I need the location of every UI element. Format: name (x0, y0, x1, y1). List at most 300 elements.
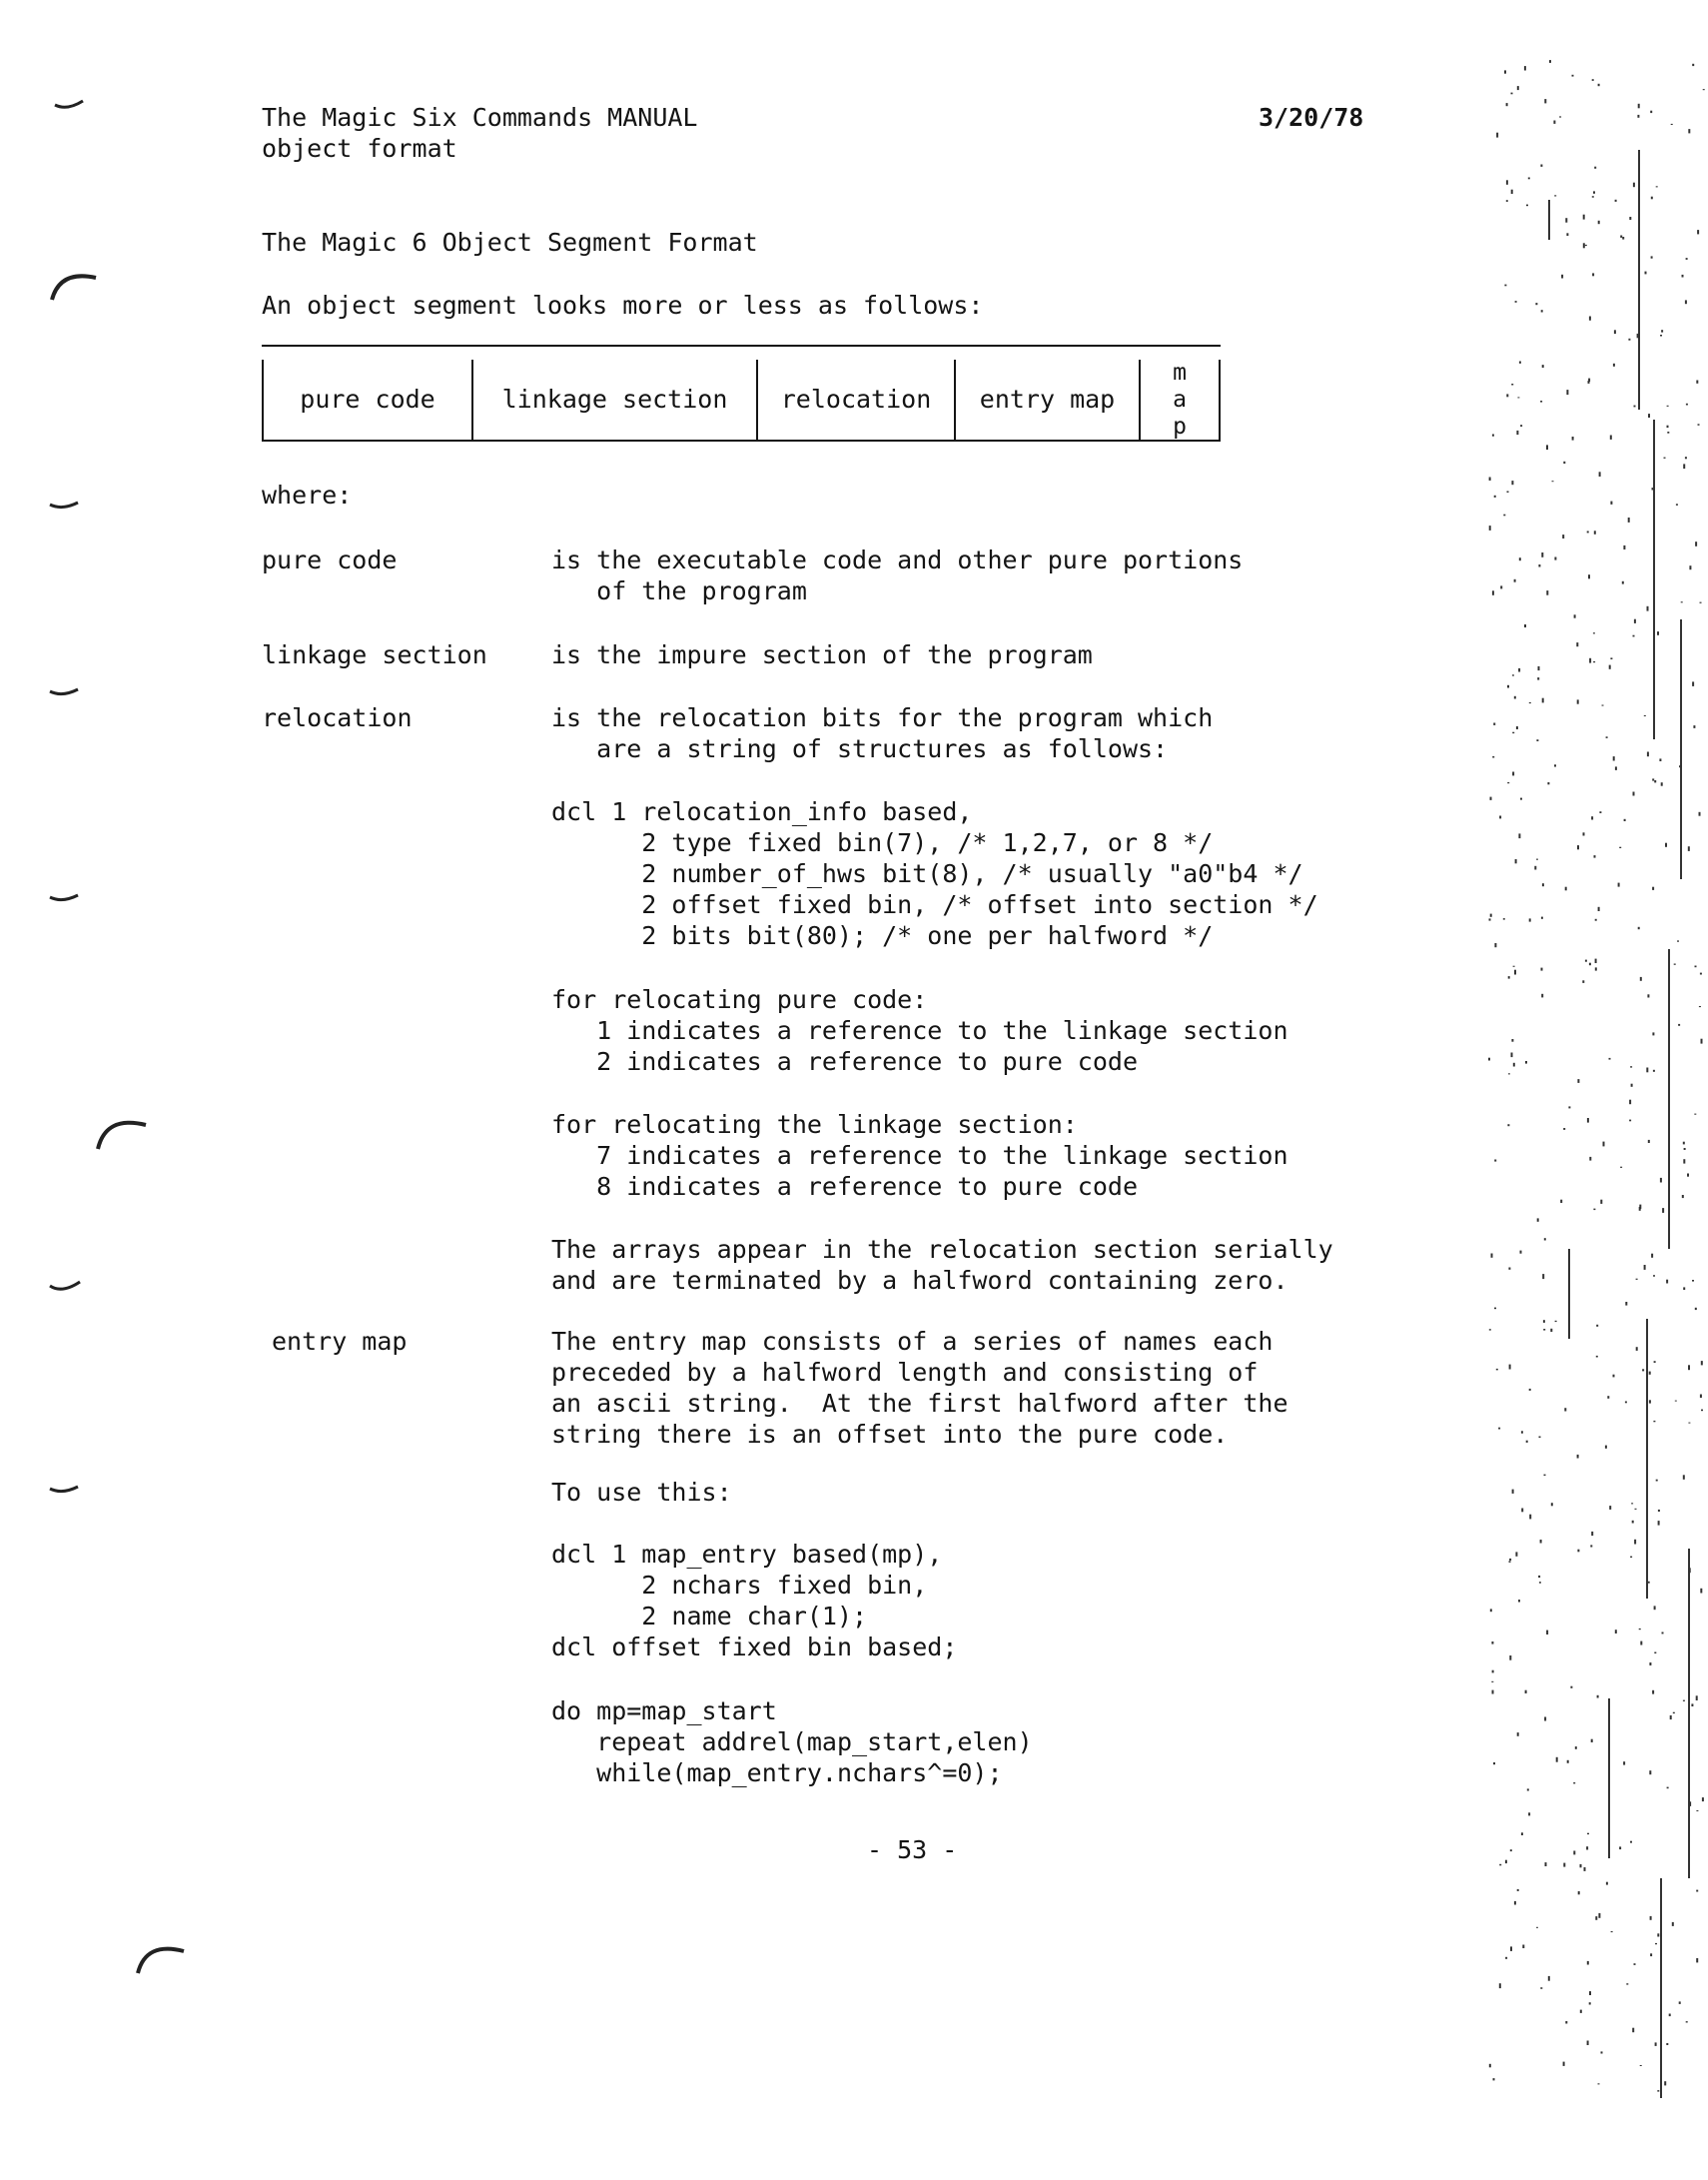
map-entry-code (551, 1539, 957, 1662)
noise-dot (1678, 1024, 1680, 1026)
segment-label: entry map (979, 385, 1116, 414)
noise-dot (1667, 426, 1669, 428)
noise-dot (1493, 723, 1495, 725)
text-line: for relocating the linkage section: (551, 1110, 1078, 1139)
noise-dot (1619, 1846, 1621, 1849)
noise-dot (1552, 481, 1554, 482)
noise-dot (1585, 960, 1587, 962)
code-line: while(map_entry.nchars^=0); (551, 1758, 1003, 1787)
segment-pure-code (262, 360, 471, 442)
noise-dot (1649, 1662, 1651, 1665)
noise-dot (1696, 381, 1698, 384)
noise-dot (1661, 330, 1663, 332)
noise-dot (1510, 1849, 1512, 1851)
noise-dot (1636, 1279, 1638, 1280)
scan-mark (98, 1123, 146, 1149)
noise-dot (1489, 2064, 1491, 2068)
noise-dot (1629, 217, 1631, 220)
text-line: for relocating pure code: (551, 985, 928, 1014)
noise-dot (1580, 1864, 1582, 1867)
noise-dot (1507, 492, 1509, 494)
scan-mark (55, 101, 83, 107)
noise-dot (1538, 1576, 1540, 1578)
noise-dot (1652, 1032, 1654, 1035)
noise-dot (1541, 994, 1543, 998)
noise-dot (1589, 963, 1591, 966)
noise-dot (1615, 200, 1617, 202)
noise-dot (1692, 1280, 1694, 1282)
noise-dot (1503, 918, 1505, 920)
noise-dot (1498, 1428, 1500, 1430)
noise-dot (1653, 1275, 1655, 1277)
noise-dot (1640, 977, 1642, 981)
arrays-note (551, 1234, 1333, 1296)
term-linkage-section: linkage section (262, 640, 487, 669)
noise-dot (1594, 855, 1596, 858)
segment-map (1139, 360, 1221, 442)
noise-dot (1596, 1356, 1598, 1358)
noise-dot (1602, 705, 1604, 706)
noise-dot (1683, 1287, 1685, 1290)
noise-dot (1598, 907, 1600, 911)
noise-dots (1488, 60, 1705, 2098)
noise-dot (1659, 758, 1661, 761)
noise-dot (1601, 2051, 1603, 2053)
noise-dot (1650, 1953, 1652, 1956)
binder-marks (0, 0, 200, 2180)
noise-dot (1514, 696, 1516, 699)
noise-dot (1606, 1882, 1608, 1885)
noise-dot (1610, 436, 1612, 440)
noise-dot (1488, 1058, 1490, 1061)
noise-dot (1573, 1782, 1575, 1783)
noise-dot (1546, 445, 1548, 450)
noise-dot (1576, 642, 1578, 646)
noise-dot (1677, 940, 1679, 941)
noise-dot (1631, 1503, 1633, 1504)
noise-dot (1516, 726, 1518, 729)
code-line: 2 name char(1); (551, 1602, 868, 1631)
noise-dot (1592, 79, 1594, 81)
noise-dot (1521, 1431, 1523, 1433)
noise-dot (1591, 1739, 1593, 1742)
to-use-label: To use this: (551, 1478, 732, 1507)
noise-dot (1644, 1265, 1646, 1270)
noise-dot (1517, 86, 1519, 90)
noise-dot (1520, 798, 1522, 800)
noise-dot (1529, 1515, 1531, 1520)
noise-dot (1529, 1389, 1531, 1391)
noise-dot (1647, 606, 1649, 611)
noise-dot (1648, 1140, 1650, 1143)
noise-dot (1691, 1703, 1693, 1706)
noise-dot (1682, 275, 1684, 278)
noise-dot (1526, 205, 1528, 207)
code-line: repeat addrel(map_start,elen) (551, 1727, 1033, 1756)
noise-dot (1512, 674, 1514, 675)
loop-code (551, 1695, 1033, 1788)
noise-dot (1654, 1361, 1656, 1363)
noise-dot (1565, 887, 1567, 891)
noise-dot (1509, 1365, 1511, 1370)
noise-dot (1499, 1864, 1501, 1866)
noise-dot (1511, 93, 1513, 95)
noise-dot (1524, 66, 1526, 70)
noise-dot (1645, 272, 1647, 275)
noise-dot (1551, 1503, 1553, 1506)
noise-dot (1686, 2021, 1688, 2022)
map-letter: a (1173, 387, 1187, 413)
noise-dot (1684, 1148, 1686, 1150)
noise-dot (1654, 1652, 1656, 1654)
noise-dot (1647, 994, 1649, 997)
noise-dot (1637, 115, 1639, 118)
definition-entry-map (551, 1326, 1288, 1450)
noise-dot (1594, 531, 1596, 535)
noise-dot (1634, 1540, 1636, 1545)
noise-dot (1593, 661, 1595, 662)
noise-dot (1507, 1124, 1509, 1126)
definition-line: of the program (551, 576, 807, 605)
noise-dot (1618, 883, 1620, 887)
noise-dot (1573, 1851, 1575, 1855)
noise-dot (1494, 1160, 1496, 1162)
noise-dot (1593, 1209, 1595, 1211)
noise-dot (1583, 215, 1585, 220)
noise-dot (1587, 532, 1589, 534)
code-line: dcl 1 map_entry based(mp), (551, 1540, 943, 1569)
noise-dot (1535, 303, 1537, 305)
code-line: 2 bits bit(80); /* one per halfword */ (551, 921, 1214, 950)
noise-dot (1657, 2090, 1659, 2092)
noise-dot (1542, 883, 1544, 886)
noise-dot (1509, 1561, 1511, 1563)
noise-dot (1700, 1395, 1702, 1399)
noise-dot (1554, 764, 1556, 766)
noise-dot (1511, 190, 1513, 194)
noise-dot (1493, 1762, 1495, 1764)
noise-dot (1554, 195, 1556, 196)
noise-dot (1657, 631, 1659, 635)
noise-dot (1699, 812, 1701, 816)
noise-dot (1577, 1550, 1579, 1553)
noise-dot (1613, 364, 1615, 367)
noise-dot (1522, 1945, 1524, 1949)
noise-dot (1494, 496, 1496, 498)
header-date: 3/20/78 (1259, 103, 1364, 132)
noise-dot (1536, 1927, 1538, 1928)
noise-dot (1587, 1961, 1589, 1965)
noise-dot (1494, 1308, 1496, 1310)
code-line: do mp=map_start (551, 1696, 777, 1725)
noise-dot (1696, 1958, 1698, 1962)
noise-dot (1565, 2021, 1567, 2024)
noise-dot (1506, 180, 1508, 185)
noise-dot (1518, 833, 1520, 838)
noise-dot (1506, 200, 1508, 202)
scan-mark (50, 1487, 78, 1492)
noise-dot (1609, 1506, 1611, 1510)
definition-relocation (551, 702, 1213, 764)
noise-dot (1489, 526, 1491, 531)
noise-dot (1514, 579, 1516, 582)
noise-dot (1577, 1079, 1579, 1083)
noise-dot (1594, 167, 1596, 169)
noise-dot (1582, 980, 1584, 983)
noise-dot (1644, 715, 1646, 716)
noise-dot (1697, 230, 1699, 234)
noise-dot (1507, 685, 1509, 688)
scan-mark (50, 503, 78, 508)
noise-dot (1580, 2010, 1582, 2013)
noise-dot (1563, 1128, 1565, 1130)
noise-dot (1542, 365, 1544, 368)
noise-dot (1656, 1480, 1658, 1482)
noise-dot (1634, 406, 1636, 408)
noise-dot (1667, 406, 1669, 407)
noise-dot (1636, 1347, 1638, 1351)
noise-dot (1529, 918, 1531, 921)
where-label: where: (262, 481, 353, 510)
noise-dot (1504, 285, 1506, 287)
noise-dot (1595, 919, 1597, 921)
noise-dot (1676, 504, 1678, 506)
noise-dot (1537, 1218, 1539, 1221)
noise-dot (1512, 772, 1514, 776)
noise-dot (1688, 846, 1690, 851)
relocation-struct-code (551, 796, 1318, 951)
noise-dot (1648, 1582, 1650, 1584)
noise-dot (1516, 431, 1518, 435)
noise-dot (1496, 133, 1498, 138)
scan-mark (50, 689, 78, 694)
noise-dot (1648, 414, 1650, 418)
noise-dot (1541, 917, 1543, 919)
noise-dot (1679, 765, 1681, 767)
noise-dot (1611, 1931, 1613, 1932)
noise-dot (1634, 619, 1636, 623)
noise-dot (1554, 557, 1556, 560)
noise-dot (1556, 1757, 1558, 1762)
noise-dot (1575, 1746, 1577, 1749)
noise-dot (1610, 657, 1612, 659)
segment-label: relocation (780, 385, 932, 414)
noise-dot (1696, 1810, 1698, 1811)
noise-dot (1505, 1957, 1507, 1959)
noise-dot (1492, 590, 1494, 595)
noise-dot (1592, 273, 1594, 276)
scan-mark (50, 895, 78, 900)
noise-dot (1657, 1933, 1659, 1936)
noise-dot (1637, 334, 1639, 338)
noise-dot (1561, 275, 1563, 279)
noise-dot (1632, 2028, 1634, 2033)
noise-dot (1632, 1521, 1634, 1524)
noise-dot (1622, 581, 1624, 584)
noise-dot (1538, 666, 1540, 670)
noise-dot (1542, 1274, 1544, 1279)
segment-relocation (756, 360, 954, 442)
scan-mark (50, 1282, 80, 1289)
code-line: dcl 1 relocation_info based, (551, 797, 973, 826)
noise-dot (1693, 725, 1695, 728)
noise-dot (1662, 1208, 1664, 1213)
noise-dot (1699, 1006, 1701, 1007)
noise-dot (1520, 425, 1522, 427)
noise-dot (1518, 668, 1520, 672)
noise-dot (1630, 1841, 1632, 1843)
noise-dot (1563, 462, 1565, 464)
noise-dot (1489, 1329, 1491, 1330)
noise-dot (1493, 2078, 1495, 2080)
noise-dot (1682, 1195, 1684, 1198)
noise-dot (1589, 1157, 1591, 1161)
noise-dot (1492, 1670, 1494, 1673)
noise-dot (1508, 976, 1510, 979)
noise-dot (1660, 1178, 1662, 1183)
definition-line: is the relocation bits for the program which (551, 703, 1214, 732)
code-line: dcl offset fixed bin based; (551, 1633, 958, 1661)
text-line: 1 indicates a reference to the linkage section (551, 1016, 1288, 1045)
noise-dot (1519, 362, 1521, 364)
noise-dot (1664, 458, 1666, 459)
noise-dot (1562, 535, 1564, 539)
noise-dot (1686, 404, 1688, 406)
noise-dot (1701, 1361, 1703, 1365)
noise-dot (1654, 1606, 1656, 1610)
noise-dot (1536, 859, 1538, 860)
noise-dot (1688, 1365, 1690, 1370)
noise-dot (1578, 1891, 1580, 1894)
noise-dot (1544, 1717, 1546, 1721)
noise-dot (1623, 545, 1625, 549)
noise-dot (1651, 1254, 1653, 1258)
noise-dot (1700, 602, 1702, 603)
noise-dot (1534, 866, 1536, 870)
noise-dot (1490, 1609, 1492, 1612)
noise-dot (1630, 1557, 1632, 1558)
noise-dot (1542, 698, 1544, 703)
noise-dot (1591, 816, 1593, 819)
definition-line: preceded by a halfword length and consisting of (551, 1358, 1259, 1387)
noise-dot (1513, 966, 1515, 967)
noise-dot (1521, 1832, 1523, 1835)
noise-dot (1675, 1401, 1677, 1402)
code-line: 2 offset fixed bin, /* offset into section */ (551, 890, 1318, 919)
noise-dot (1695, 542, 1697, 546)
noise-dot (1595, 967, 1597, 970)
noise-dot (1631, 1084, 1633, 1087)
noise-dot (1564, 1408, 1566, 1411)
noise-dot (1673, 1712, 1675, 1713)
noise-dot (1590, 1545, 1592, 1547)
noise-dot (1598, 221, 1600, 224)
noise-dot (1638, 104, 1640, 109)
noise-dot (1593, 632, 1595, 633)
noise-dot (1689, 1568, 1691, 1573)
noise-dot (1615, 1630, 1617, 1634)
noise-dot (1503, 515, 1505, 517)
noise-dot (1572, 75, 1574, 77)
noise-dot (1669, 2014, 1671, 2017)
noise-dot (1505, 1860, 1507, 1863)
noise-dot (1539, 1437, 1541, 1439)
noise-dot (1633, 635, 1635, 637)
noise-dot (1577, 699, 1579, 703)
noise-dot (1570, 1686, 1572, 1688)
noise-dot (1620, 1167, 1622, 1168)
noise-dot (1509, 1655, 1511, 1660)
noise-dot (1524, 624, 1526, 627)
noise-dot (1635, 1509, 1637, 1510)
noise-dot (1528, 178, 1530, 180)
noise-dot (1491, 1254, 1493, 1258)
noise-dot (1591, 1532, 1593, 1536)
noise-dot (1541, 968, 1543, 971)
noise-dot (1588, 379, 1590, 382)
noise-dot (1650, 1916, 1652, 1920)
noise-dot (1555, 1321, 1557, 1322)
noise-dot (1681, 601, 1683, 602)
noise-dot (1689, 1801, 1691, 1806)
noise-dot (1553, 121, 1555, 124)
noise-dot (1649, 1400, 1651, 1403)
noise-dot (1525, 1690, 1527, 1693)
noise-dot (1606, 736, 1608, 738)
noise-dot (1583, 832, 1585, 835)
noise-dot (1574, 614, 1576, 617)
noise-dot (1666, 2043, 1668, 2045)
noise-dot (1653, 1421, 1655, 1422)
noise-dot (1566, 390, 1568, 395)
noise-dot (1607, 1396, 1609, 1399)
noise-dot (1688, 1423, 1690, 1424)
code-line: 2 type fixed bin(7), /* 1,2,7, or 8 */ (551, 828, 1214, 857)
noise-dot (1664, 2081, 1666, 2085)
definition-pure-code (551, 545, 1243, 606)
noise-dot (1672, 1922, 1674, 1926)
definition-line: an ascii string. At the first halfword after the (551, 1389, 1288, 1418)
noise-dot (1700, 973, 1702, 975)
noise-dot (1662, 1633, 1664, 1635)
manual-header (262, 102, 698, 164)
noise-dot (1595, 959, 1597, 963)
noise-dot (1589, 1991, 1591, 1995)
noise-dot (1548, 1976, 1550, 1981)
text-line: 2 indicates a reference to pure code (551, 1047, 1138, 1076)
noise-dot (1597, 1695, 1599, 1698)
noise-dot (1541, 310, 1543, 312)
pure-code-relocation-values (551, 984, 1288, 1077)
noise-dot (1550, 1329, 1552, 1332)
noise-dot (1613, 1375, 1615, 1378)
noise-dot (1577, 845, 1579, 849)
noise-dot (1547, 782, 1549, 784)
noise-dot (1496, 1369, 1498, 1371)
noise-dot (1513, 1063, 1515, 1067)
noise-dot (1652, 488, 1654, 490)
diagram-top-rule (262, 345, 1221, 347)
noise-dot (1683, 1475, 1685, 1480)
noise-dot (1685, 300, 1687, 304)
noise-dot (1702, 1797, 1704, 1801)
noise-dot (1666, 1280, 1668, 1284)
noise-dot (1651, 197, 1653, 200)
noise-dot (1628, 518, 1630, 523)
noise-dot (1661, 782, 1663, 786)
noise-dot (1667, 432, 1669, 434)
noise-dot (1701, 1039, 1703, 1044)
